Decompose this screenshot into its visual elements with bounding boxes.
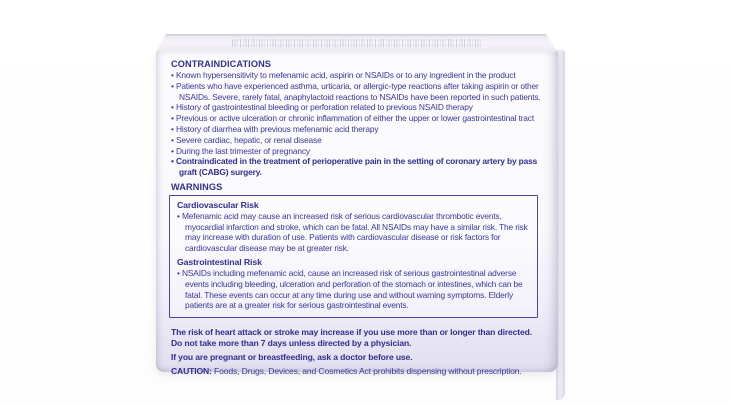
contraindication-item: • History of gastrointestinal bleeding or perforation related to previous NSAID therapy bbox=[171, 102, 542, 113]
contraindication-item-cabg: • Contraindicated in the treatment of perioperative pain in the setting of coronary artery by pass graft (CABG) surgery. bbox=[171, 156, 542, 178]
contraindication-item: • History of diarrhea with previous mefenamic acid therapy bbox=[171, 124, 542, 135]
warnings-box bbox=[169, 195, 538, 318]
advisory-caution bbox=[171, 366, 542, 377]
contraindication-item: • During the last trimester of pregnancy bbox=[171, 146, 542, 157]
cardiovascular-risk-heading: Cardiovascular Risk bbox=[177, 199, 259, 210]
gastrointestinal-risk-heading: Gastrointestinal Risk bbox=[177, 257, 262, 268]
advisory-risk-statement: The risk of heart attack or stroke may increase if you use more than or longer than directed. Do not take more than 7 days unless directed by a physician. bbox=[171, 326, 532, 348]
gastrointestinal-risk-text: • NSAIDs including mefenamic acid, cause an increased risk of serious gastrointestinal adverse events including bleeding, ulceration and perforation of the stomach or intestines, which can be fatal. These events can occur at any time during use and without warning symptoms. Elderly patients are at a greater risk for serious gastrointestinal events. bbox=[177, 268, 529, 310]
label-panel bbox=[156, 52, 558, 376]
caution-text: Foods, Drugs, Devices, and Cosmetics Act prohibits dispensing without prescription. bbox=[211, 365, 522, 376]
contraindication-item: • Known hypersensitivity to mefenamic acid, aspirin or NSAIDs or to any ingredient in the product bbox=[171, 70, 542, 81]
contraindications-list bbox=[171, 70, 542, 178]
embossed-batch-print bbox=[232, 39, 482, 47]
contraindication-item: • Previous or active ulceration or chronic inflammation of either the upper or lower gastrointestinal tract bbox=[171, 113, 542, 124]
contraindication-item: • Patients who have experienced asthma, urticaria, or allergic-type reactions after taking aspirin or other NSAIDs. Severe, rarely fatal, anaphylactoid reactions to NSAIDs have been reported in such patients. bbox=[171, 81, 542, 103]
medicine-carton bbox=[156, 34, 568, 376]
warnings-title: WARNINGS bbox=[171, 181, 223, 192]
contraindication-item: • Severe cardiac, hepatic, or renal disease bbox=[171, 135, 542, 146]
carton-top-flap bbox=[156, 34, 558, 52]
contraindications-title: CONTRAINDICATIONS bbox=[171, 59, 272, 69]
cardiovascular-risk-text: • Mefenamic acid may cause an increased risk of serious cardiovascular thrombotic events, myocardial infarction and stroke, which can be fatal. All NSAIDs may have a similar risk. The risk may increase with duration of use. Patients with cardiovascular disease or risk factors for cardiovascular disease may be at greater risk. bbox=[177, 211, 529, 253]
caution-label: CAUTION: bbox=[171, 365, 212, 376]
advisory-pregnancy-statement: If you are pregnant or breastfeeding, ask a doctor before use. bbox=[171, 351, 413, 362]
